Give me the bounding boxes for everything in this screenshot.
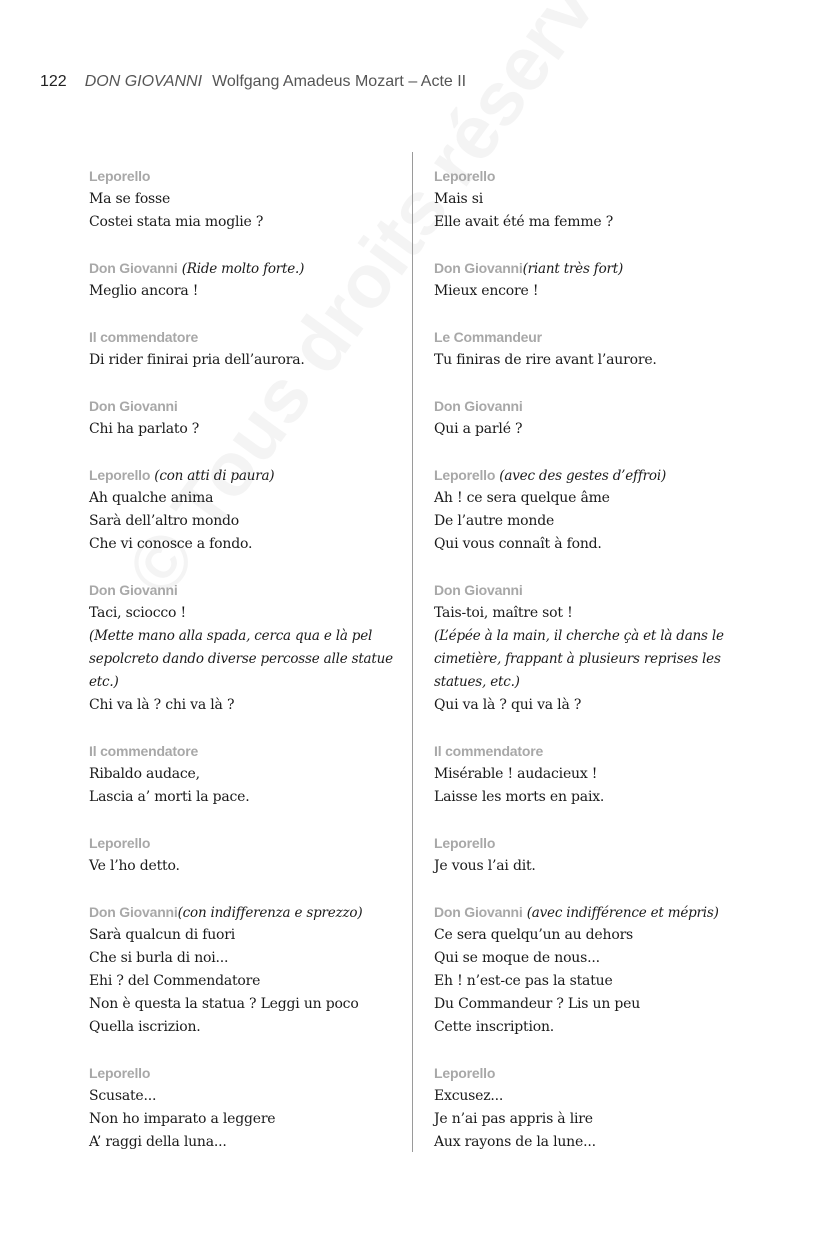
speaker-line: [434, 464, 754, 487]
speech-block: [89, 579, 399, 717]
stage-direction: (riant très fort): [522, 261, 624, 277]
verse-line: Tais-toi, maître sot !: [434, 605, 573, 621]
speech-block: [434, 326, 754, 372]
page-number: 122: [40, 73, 67, 90]
speech-block: [434, 257, 754, 303]
speaker-name: Leporello: [89, 467, 151, 483]
column-divider: [412, 152, 413, 1152]
speaker-line: [434, 901, 754, 924]
verse-line: Misérable ! audacieux !: [434, 766, 598, 782]
speech-block: [434, 1062, 754, 1154]
speaker-line: [89, 740, 399, 763]
stage-direction-line: (Mette mano alla spada, cerca qua e là pel: [89, 628, 373, 644]
verse-line: Non ho imparato a leggere: [89, 1111, 276, 1127]
verse-line: Meglio ancora !: [89, 283, 199, 299]
running-header: [40, 73, 466, 95]
speaker-line: [434, 832, 754, 855]
speaker-name: Don Giovanni: [434, 398, 523, 414]
speech-block: [434, 464, 754, 556]
verse-line: Qui se moque de nous...: [434, 950, 600, 966]
speaker-name: Leporello: [89, 1065, 151, 1081]
verse-line: Ribaldo audace,: [89, 766, 200, 782]
verse-line: Chi ha parlato ?: [89, 421, 200, 437]
speaker-line: [434, 740, 754, 763]
verse-line: Eh ! n’est-ce pas la statue: [434, 973, 613, 989]
verse-line: Sarà qualcun di fuori: [89, 927, 236, 943]
speech-block: [434, 395, 754, 441]
speaker-line: [89, 165, 399, 188]
stage-direction: (Ride molto forte.): [177, 261, 305, 277]
speech-block: [434, 165, 754, 234]
verse-line: Du Commandeur ? Lis un peu: [434, 996, 641, 1012]
verse-line: Laisse les morts en paix.: [434, 789, 605, 805]
speech-block: [434, 579, 754, 717]
verse-line: Je n’ai pas appris à lire: [434, 1111, 593, 1127]
stage-direction: (con indifferenza e sprezzo): [177, 905, 363, 921]
verse-line: Lascia a’ morti la pace.: [89, 789, 250, 805]
speaker-name: Don Giovanni: [89, 582, 178, 598]
speech-block: [434, 740, 754, 809]
verse-line: Cette inscription.: [434, 1019, 555, 1035]
stage-direction-line: (L’épée à la main, il cherche çà et là dans le: [434, 628, 724, 644]
verse-line: Qui a parlé ?: [434, 421, 523, 437]
stage-direction-line: sepolcreto dando diverse percosse alle statue: [89, 651, 393, 667]
stage-direction-line: cimetière, frappant à plusieurs reprises les: [434, 651, 721, 667]
speaker-name: Don Giovanni: [434, 904, 523, 920]
speech-block: [89, 1062, 399, 1154]
speaker-name: Don Giovanni: [434, 260, 523, 276]
speech-block: [434, 901, 754, 1039]
stage-direction-line: etc.): [89, 674, 119, 690]
verse-line: A’ raggi della luna...: [89, 1134, 227, 1150]
verse-line: Qui vous connaît à fond.: [434, 536, 602, 552]
verse-line: Tu finiras de rire avant l’aurore.: [434, 352, 657, 368]
speech-block: [89, 165, 399, 234]
verse-line: Mieux encore !: [434, 283, 539, 299]
verse-line: Ehi ? del Commendatore: [89, 973, 261, 989]
speaker-line: [434, 165, 754, 188]
verse-line: Elle avait été ma femme ?: [434, 214, 614, 230]
verse-line: Scusate...: [89, 1088, 157, 1104]
speaker-name: Il commendatore: [434, 743, 544, 759]
speaker-name: Le Commandeur: [434, 329, 542, 345]
verse-line: Sarà dell’altro mondo: [89, 513, 240, 529]
speaker-name: Leporello: [434, 835, 496, 851]
speaker-name: Don Giovanni: [89, 904, 178, 920]
speech-block: [434, 832, 754, 878]
speaker-line: [89, 1062, 399, 1085]
verse-line: Che si burla di noi...: [89, 950, 229, 966]
verse-line: Non è questa la statua ? Leggi un poco: [89, 996, 359, 1012]
speaker-line: [434, 1062, 754, 1085]
stage-direction: (con atti di paura): [150, 468, 275, 484]
speech-block: [89, 832, 399, 878]
speaker-line: [434, 395, 754, 418]
speaker-line: [89, 257, 399, 280]
verse-line: Chi va là ? chi va là ?: [89, 697, 235, 713]
opera-title: DON GIOVANNI: [84, 73, 203, 90]
speaker-line: [434, 257, 754, 280]
speech-block: [89, 464, 399, 556]
speaker-name: Leporello: [89, 168, 151, 184]
speaker-name: Leporello: [89, 835, 151, 851]
speaker-name: Leporello: [434, 1065, 496, 1081]
speaker-name: Il commendatore: [89, 329, 199, 345]
speaker-line: [89, 326, 399, 349]
stage-direction-line: statues, etc.): [434, 674, 520, 690]
verse-line: Di rider finirai pria dell’aurora.: [89, 352, 305, 368]
speaker-line: [89, 901, 399, 924]
speaker-line: [89, 395, 399, 418]
italian-column: [89, 165, 399, 1177]
verse-line: Ah ! ce sera quelque âme: [434, 490, 610, 506]
verse-line: Ve l’ho detto.: [89, 858, 180, 874]
verse-line: Ma se fosse: [89, 191, 171, 207]
verse-line: Mais si: [434, 191, 484, 207]
verse-line: Che vi conosce a fondo.: [89, 536, 253, 552]
speaker-name: Don Giovanni: [434, 582, 523, 598]
verse-line: Quella iscrizion.: [89, 1019, 201, 1035]
header-subtitle: Wolfgang Amadeus Mozart – Acte II: [212, 73, 467, 90]
verse-line: Ah qualche anima: [89, 490, 214, 506]
stage-direction: (avec des gestes d’effroi): [495, 468, 667, 484]
speaker-name: Leporello: [434, 467, 496, 483]
verse-line: Je vous l’ai dit.: [434, 858, 536, 874]
speech-block: [89, 740, 399, 809]
speaker-name: Don Giovanni: [89, 260, 178, 276]
french-column: [434, 165, 754, 1177]
speaker-line: [89, 464, 399, 487]
stage-direction: (avec indifférence et mépris): [522, 905, 719, 921]
verse-line: Excusez...: [434, 1088, 504, 1104]
speaker-name: Il commendatore: [89, 743, 199, 759]
verse-line: Ce sera quelqu’un au dehors: [434, 927, 634, 943]
speaker-name: Don Giovanni: [89, 398, 178, 414]
verse-line: Qui va là ? qui va là ?: [434, 697, 582, 713]
verse-line: Aux rayons de la lune...: [434, 1134, 596, 1150]
speaker-line: [434, 579, 754, 602]
verse-line: Taci, sciocco !: [89, 605, 186, 621]
speaker-name: Leporello: [434, 168, 496, 184]
speech-block: [89, 901, 399, 1039]
verse-line: De l’autre monde: [434, 513, 555, 529]
speech-block: [89, 395, 399, 441]
speech-block: [89, 326, 399, 372]
speech-block: [89, 257, 399, 303]
speaker-line: [89, 832, 399, 855]
speaker-line: [434, 326, 754, 349]
verse-line: Costei stata mia moglie ?: [89, 214, 264, 230]
speaker-line: [89, 579, 399, 602]
